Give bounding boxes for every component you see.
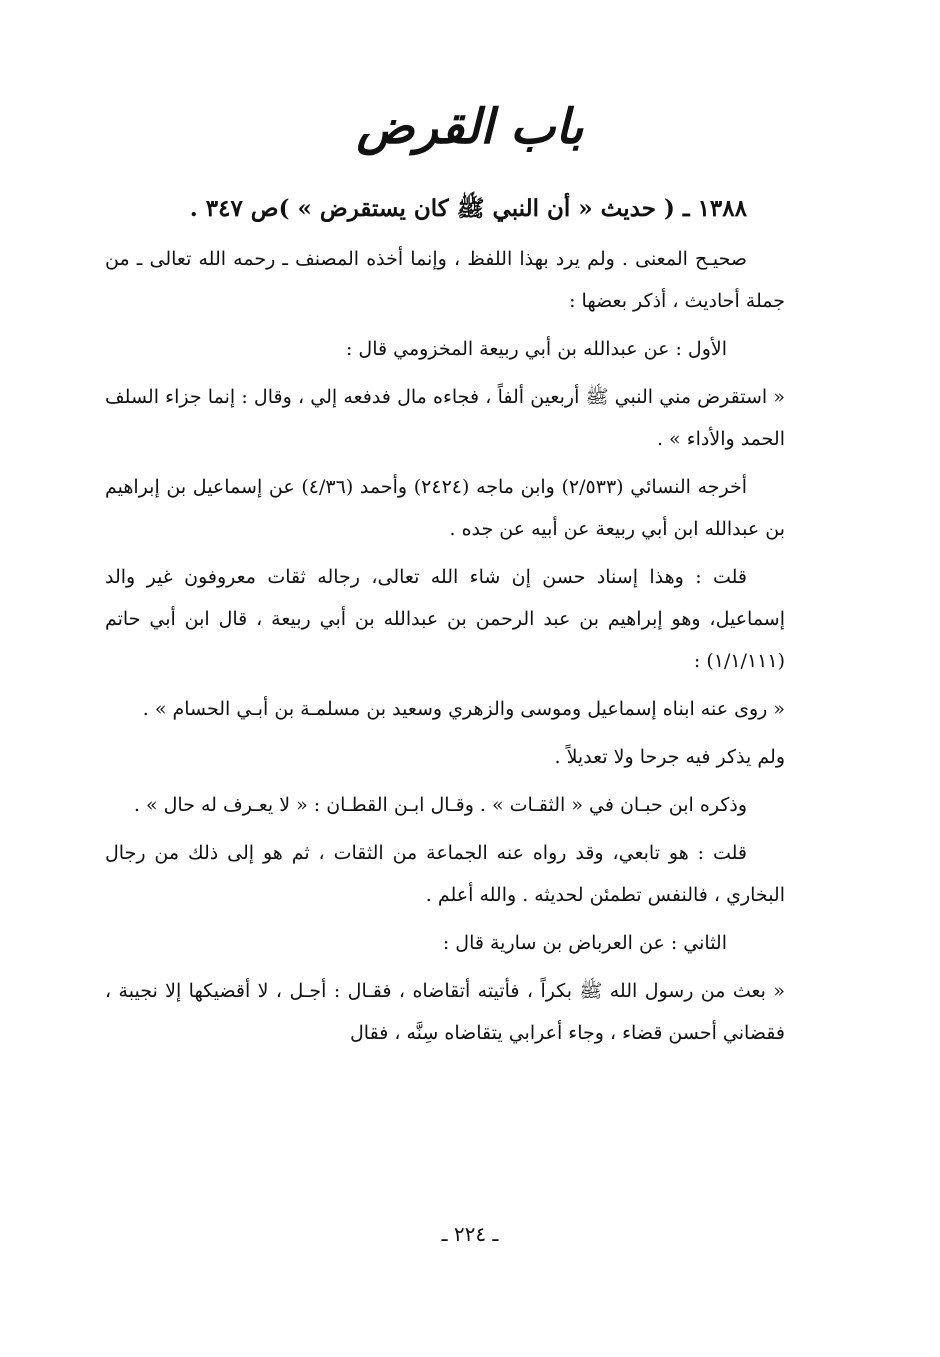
hadith-heading: ١٣٨٨ ـ ( حديث « أن النبي ﷺ كان يستقرض » )ص ٣٤٧ . [189,195,747,222]
paragraph-3: « استقرض مني النبي ﷺ أربعين ألفاً ، فجاءه مال فدفعه إلي ، وقال : إنما جزاء السلف الحمد والأداء » . [105,386,785,450]
paragraph-1: صحيـح المعنى . ولم يرد بهذا اللفظ ، وإنما أخذه المصنف ـ رحمه الله تعالى ـ من جملة أحاديث ، أذكر بعضها : [105,248,785,312]
paragraph-6: « روى عنه ابناه إسماعيل وموسى والزهري وسعيد بن مسلمـة بن أبـي الحسام » . [142,698,785,720]
page-number: ـ ٢٢٤ ـ [441,1222,499,1246]
paragraph-4: أخرجه النسائي (٢/٥٣٣) وابن ماجه (٢٤٢٤) وأحمد (٤/٣٦) عن إسماعيل بن إبراهيم بن عبدالله ابن أبي ربيعة عن أبيه عن جده . [105,476,785,540]
paragraph-8: وذكره ابن حبـان في « الثقـات » . وقـال ابـن القطـان : « لا يعـرف له حال » . [133,794,747,816]
paragraph-9: قلت : هو تابعي، وقد رواه عنه الجماعة من الثقات ، ثم هو إلى ذلك من رجال البخاري ، فالنفس تطمئن لحديثه . والله أعلم . [105,842,785,906]
chapter-title: باب القرض [356,99,584,155]
paragraph-5: قلت : وهذا إسناد حسن إن شاء الله تعالى، رجاله ثقات معروفون غير والد إسماعيل، وهو إبراهيم بن عبد الرحمن بن عبدالله بن أبي ربيعة ، قال ابن أبي حاتم (١/١/١١١) : [105,566,785,672]
paragraph-7: ولم يذكر فيه جرحا ولا تعديلاً . [554,746,785,768]
body-text [105,188,785,1060]
paragraph-11: « بعث من رسول الله ﷺ بكراً ، فأتيته أتقاضاه ، فقـال : أجـل ، لا أقضيكها إلا نجيبة ، فقضاني أحسن قضاء ، وجاء أعرابي يتقاضاه سِنَّه ، فقال [105,980,785,1044]
paragraph-2: الأول : عن عبدالله بن أبي ربيعة المخزومي قال : [345,338,727,360]
paragraph-10: الثاني : عن العرباض بن سارية قال : [442,932,727,954]
